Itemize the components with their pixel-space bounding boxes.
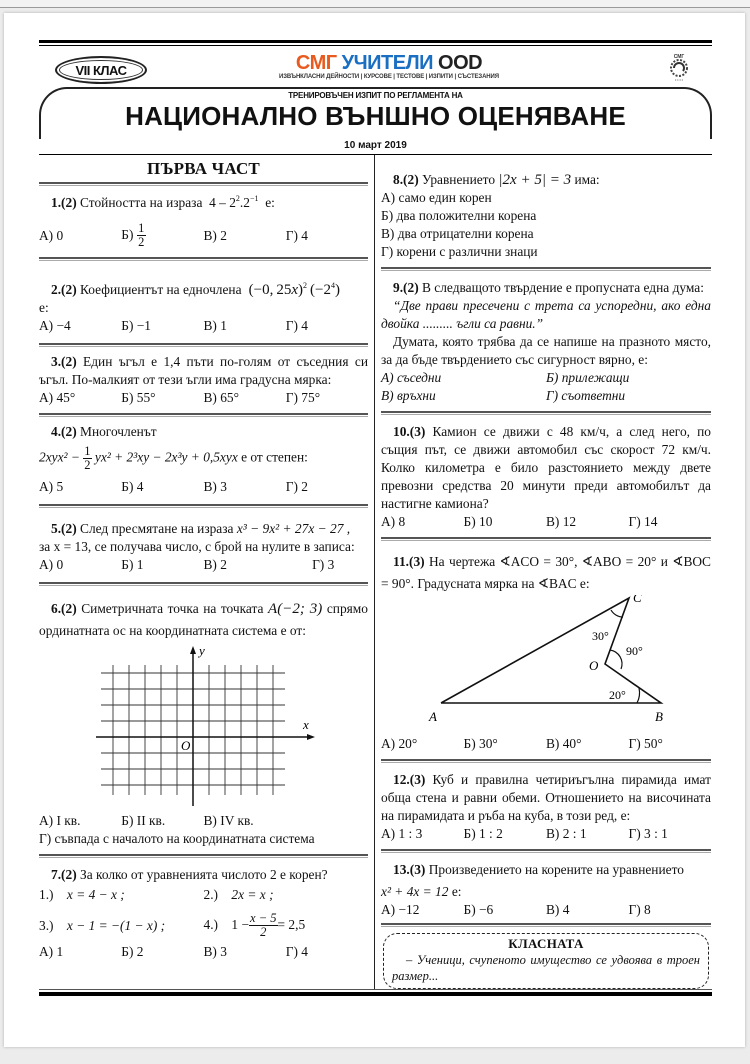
option-c[interactable]: В) 1 [203,318,227,333]
option-a[interactable]: А) 1 : 3 [381,826,423,841]
question-number: 4.(2) [51,424,77,439]
question-text: След пресмятане на израза [80,521,234,536]
equations-row-2: 3.) x − 1 = −(1 − x) ; 4.) 1 − $\frac{x - 5}{2}$ = 2,5 [39,911,306,939]
question-number: 10.(3) [393,424,426,439]
option-b[interactable]: Б) 1 : 2 [463,826,503,841]
school-emblem-icon [664,52,694,82]
question-text: Един ъгъл е 1,4 пъти по-голям от съседния си ъгъл. По-малкият от тези ъгли има градусна мярка: [39,354,368,387]
question-text: Уравнението [422,172,496,187]
angle-o-label: 90° [626,644,643,658]
option-a[interactable]: А) 8 [381,514,406,529]
option-b[interactable]: Б) прилежащи [546,370,630,385]
question-number: 9.(2) [393,280,419,295]
option-a[interactable]: А) само един корен [381,190,492,205]
equation-3: x − 1 = −(1 − x) ; [66,917,166,933]
question-12 [381,763,711,849]
question-tail: е: [265,195,275,210]
question-number: 6.(2) [51,601,77,616]
question-1 [39,186,368,257]
option-d[interactable]: Г) 4 [285,944,308,959]
question-3 [39,347,368,413]
option-b[interactable]: Б) −1 [121,318,151,333]
question-2 [39,261,368,343]
question-10 [381,415,711,537]
answer-options [381,901,711,919]
exam-header [39,46,712,154]
option-c[interactable]: В) 65° [203,390,239,405]
question-text: Произведението на корените на уравнението [428,862,684,877]
option-c[interactable]: В) 3 [203,479,227,494]
option-a[interactable]: А) −4 [39,318,71,333]
option-d[interactable]: Г) 4 [285,227,308,243]
question-expression: 2xyx² − $\frac{1}{2}$ yx² + 2³xy − 2x³y + 0,5xyx е от степен: [39,444,308,472]
question-expression: (−0, 25x)$^2$ $(-2^4)$ [244,281,341,298]
option-b[interactable]: Б) два положителни корена [381,208,537,223]
question-text-2: Думата, която трябва да се напише на празното място, за да бъде твърдението със сигурност вярно, е: [381,334,711,367]
option-b[interactable]: Б) 55° [121,390,156,405]
question-text: Камион се движи с 48 км/ч, а след него, по същия път, се движи автомобил със скорост 72 км/ч. Колко километра е било разстоянието между двете превозни средства 20 минути преди автомобилът да настигне камиона? [381,424,711,511]
question-4 [39,417,368,504]
question-13 [381,853,711,923]
question-text: Стойността на израза [80,195,203,210]
question-number: 13.(3) [393,862,426,877]
option-c[interactable]: В) 12 [546,514,577,529]
brand-logo [249,52,529,80]
question-text: Коефициентът на едночлена [80,282,242,297]
answer-options [39,943,368,961]
origin-label: O [181,738,191,753]
option-b[interactable]: Б) 2 [121,944,144,959]
svg-text:СМГ: СМГ [673,54,685,60]
option-b[interactable]: Б) 4 [121,479,144,494]
axis-x-label: x [303,717,309,732]
question-tail: е: [39,300,49,315]
option-b[interactable]: Б) $\frac{1}{2}$ [121,221,145,249]
question-9 [381,271,711,411]
question-tail: спрямо ординатната ос на координатната система е от: [39,601,368,638]
option-c[interactable]: В) 40° [546,736,582,751]
option-d[interactable]: Г) 3 : 1 [628,826,668,841]
right-column [375,155,711,989]
question-6 [39,586,368,854]
question-text: На чертежа ∢ACO = 30°, ∢ABO = 20° и ∢BOC = 90°. Градусната мярка на ∢BAC е: [381,554,711,591]
question-7 [39,858,368,965]
joke-text: – Ученици, счупеното имущество се удвоява в троен размер... [392,953,700,983]
brand-name [249,52,529,74]
question-number: 1.(2) [51,195,77,210]
option-a[interactable]: А) 0 [39,227,64,243]
option-a[interactable]: А) съседни [381,370,442,385]
option-d[interactable]: Г) 50° [628,736,663,751]
question-number: 2.(2) [51,282,77,297]
question-tail: има: [574,172,600,187]
option-d[interactable]: Г) 8 [628,902,651,917]
vertex-o-label: O [589,658,599,673]
exam-sheet [39,40,712,996]
question-expression: |2x + 5| = 3 [498,172,572,188]
option-d[interactable]: Г) 2 [285,479,308,494]
equation-1: x = 4 − x ; [66,887,125,902]
question-expression: x³ − 9x² + 27x − 27 , [236,521,351,536]
question-number: 7.(2) [51,867,77,882]
question-text: Симетричната точка на точката [81,601,264,616]
option-d[interactable]: Г) 4 [285,318,308,333]
question-quote: “Две прави пресечени с трета са успоредни, ако една двойка ......... ъгли са равни.” [381,298,711,331]
brand-tagline: ИЗВЪНКЛАСНИ ДЕЙНОСТИ | КУРСОВЕ | ТЕСТОВЕ | ИЗПИТИ | СЪСТЕЗАНИЯ [279,74,499,80]
option-c[interactable]: В) 3 [203,944,227,959]
question-expression: $4 - 2^2.2^{-1}$ [205,194,259,210]
svg-text:• • • •: • • • • [675,78,683,82]
question-number: 12.(3) [393,772,426,787]
question-5 [39,508,368,582]
axis-y-label: y [199,643,205,658]
option-c[interactable]: В) 2 : 1 [546,826,587,841]
option-d[interactable]: Г) съответни [546,388,626,403]
answer-options [39,478,368,496]
equation-2: 2x = x ; [231,887,274,902]
angle-b-label: 20° [609,688,626,702]
option-d[interactable]: Г) съвпада с началото на координатната система [39,831,315,846]
option-b[interactable]: Б) 30° [463,736,498,751]
option-a[interactable]: А) 5 [39,479,64,494]
bottom-rule [39,989,712,996]
option-a[interactable]: А) I кв. [39,813,81,828]
option-a[interactable]: А) 20° [381,736,418,751]
question-text: Многочленът [80,424,157,439]
answer-options [39,317,368,335]
answer-options [381,369,711,387]
question-text: Куб и правилна четириъгълна пирамида имат обща стена и равни обеми. Отношението на височината на пирамидата и ръба на куба, в този ред, е: [381,772,711,823]
exam-columns [39,154,712,989]
separator [381,923,711,927]
grade-badge: VII КЛАС [55,56,147,84]
exam-page [4,13,745,1047]
option-c[interactable]: В) връхни [381,388,436,403]
answer-options [39,389,368,407]
option-a[interactable]: А) 1 [39,944,64,959]
exam-title: НАЦИОНАЛНО ВЪНШНО ОЦЕНЯВАНЕ [125,101,626,131]
exam-date: 10 март 2019 [344,140,407,151]
option-d[interactable]: Г) 3 [312,557,335,572]
answer-options [381,825,711,843]
option-b[interactable]: Б) II кв. [121,813,166,828]
option-b[interactable]: Б) 1 [121,557,144,572]
question-number: 11.(3) [393,554,425,569]
triangle-diagram [381,595,711,735]
brand-ood: ООD [438,52,483,74]
question-11 [381,541,711,759]
brand-smg: СМГ [295,52,337,74]
answer-options [39,812,368,830]
option-a[interactable]: А) −12 [381,902,420,917]
question-number: 3.(2) [51,354,77,369]
answer-options [39,556,368,574]
option-c[interactable]: В) IV кв. [203,813,254,828]
viewer-top-bar [0,0,750,8]
question-expression: A(−2; 3) [268,601,323,617]
joke-title: КЛАСНАТА [508,936,584,951]
question-tail: е: [451,884,462,899]
question-number: 5.(2) [51,521,77,536]
answer-options [381,735,711,753]
question-text: За колко от уравненията числото 2 е корен? [80,867,328,882]
exam-subtitle: ТРЕНИРОВЪЧЕН ИЗПИТ ПО РЕГЛАМЕНТА НА [288,91,463,100]
option-c[interactable]: В) 4 [546,902,570,917]
left-column [39,155,375,989]
joke-box [383,933,709,989]
option-a[interactable]: А) 45° [39,390,76,405]
answer-options [381,387,711,405]
option-b[interactable]: Б) 10 [463,514,493,529]
question-text: В следващото твърдение е пропусната една дума: [422,280,704,295]
question-number: 8.(2) [393,172,419,187]
option-d[interactable]: Г) 75° [285,390,321,405]
question-expression: x² + 4x = 12 [381,884,449,899]
answer-options [39,222,368,249]
option-c[interactable]: В) 2 [203,557,227,572]
question-text-2: за x = 13, се получава число, с брой на нулите в записа: [39,539,355,554]
option-d[interactable]: Г) корени с различни знаци [381,244,538,259]
option-c[interactable]: В) 2 [203,227,227,243]
option-a[interactable]: А) 0 [39,557,64,572]
vertex-a-label: A [429,709,437,724]
option-d[interactable]: Г) 14 [628,514,658,529]
option-b[interactable]: Б) −6 [463,902,494,917]
equations-row-1: 1.) x = 4 − x ; 2.) 2x = x ; [39,887,274,902]
question-8 [381,155,711,267]
vertex-b-label: B [655,709,663,724]
answer-options [381,513,711,531]
angle-c-label: 30° [592,629,609,643]
equation-4: 1 − $\frac{x - 5}{2}$ = 2,5 [231,911,306,939]
part-title: ПЪРВА ЧАСТ [147,159,260,178]
vertex-c-label: C [633,595,642,605]
option-c[interactable]: В) два отрицателни корена [381,226,534,241]
coordinate-grid-diagram [39,643,369,808]
brand-teachers: УЧИТЕЛИ [341,52,433,74]
